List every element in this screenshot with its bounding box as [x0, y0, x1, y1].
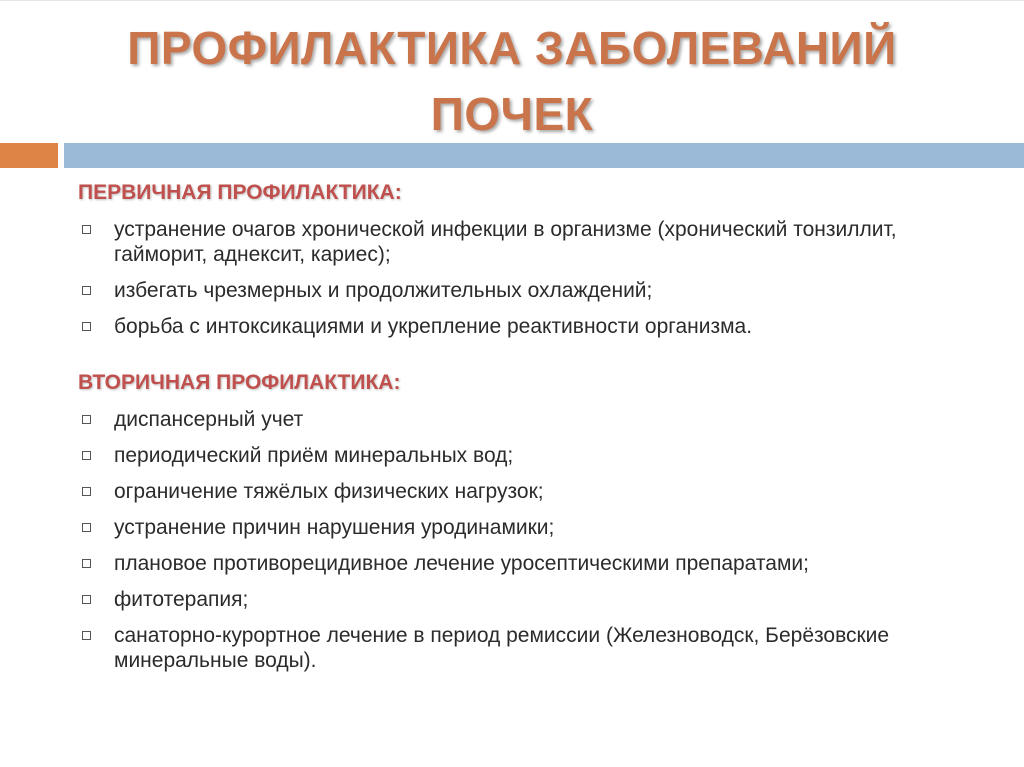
square-bullet-icon: [82, 286, 91, 295]
list-item: [78, 217, 978, 267]
accent-bar-blue: [64, 143, 1024, 168]
secondary-prevention-list: [78, 407, 978, 673]
square-bullet-icon: [82, 523, 91, 532]
list-item-text: устранение очагов хронической инфекции в организме (хронический тонзиллит, гайморит, аднексит, кариес);: [114, 218, 897, 266]
list-item: [78, 443, 978, 468]
list-item: [78, 623, 978, 673]
square-bullet-icon: [82, 595, 91, 604]
slide-title-line1: ПРОФИЛАКТИКА ЗАБОЛЕВАНИЙ: [127, 22, 897, 74]
list-item-text: устранение причин нарушения уродинамики;: [114, 516, 555, 539]
primary-prevention-list: [78, 217, 978, 339]
accent-block-orange: [0, 143, 58, 168]
list-item: [78, 278, 978, 303]
square-bullet-icon: [82, 631, 91, 640]
square-bullet-icon: [82, 322, 91, 331]
list-item-text: избегать чрезмерных и продолжительных охлаждений;: [114, 279, 653, 302]
list-item: [78, 515, 978, 540]
primary-prevention-heading: ПЕРВИЧНАЯ ПРОФИЛАКТИКА:: [78, 181, 402, 204]
list-item: [78, 551, 978, 576]
square-bullet-icon: [82, 487, 91, 496]
square-bullet-icon: [82, 415, 91, 424]
square-bullet-icon: [82, 559, 91, 568]
secondary-prevention-heading: ВТОРИЧНАЯ ПРОФИЛАКТИКА:: [78, 371, 401, 394]
list-item-text: фитотерапия;: [114, 588, 249, 611]
list-item-text: санаторно-курортное лечение в период ремиссии (Железноводск, Берёзовские минеральные воды).: [114, 624, 890, 672]
list-item: [78, 587, 978, 612]
list-item-text: борьба с интоксикациями и укрепление реактивности организма.: [114, 315, 753, 338]
square-bullet-icon: [82, 225, 91, 234]
list-item: [78, 314, 978, 339]
list-item-text: ограничение тяжёлых физических нагрузок;: [114, 480, 544, 503]
list-item-text: периодический приём минеральных вод;: [114, 444, 514, 467]
list-item: [78, 479, 978, 504]
list-item-text: плановое противорецидивное лечение уросептическими препаратами;: [114, 552, 809, 575]
slide-title-line2: ПОЧЕК: [430, 88, 594, 140]
list-item: [78, 407, 978, 432]
square-bullet-icon: [82, 451, 91, 460]
slide-content: [78, 179, 978, 684]
list-item-text: диспансерный учет: [114, 408, 304, 431]
